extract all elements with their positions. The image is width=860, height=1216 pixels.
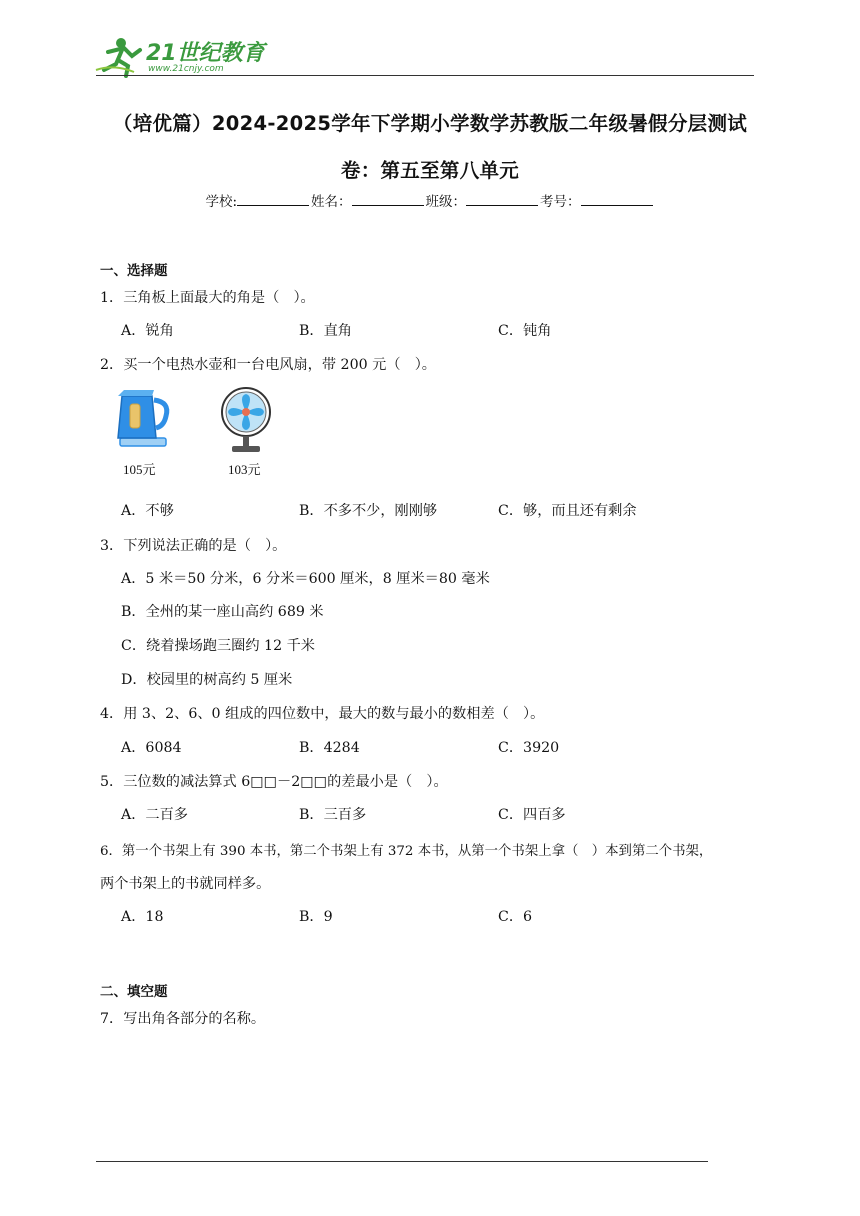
fan-image: [218, 386, 274, 454]
student-info: [0, 190, 860, 210]
logo-brand: 21世纪教育: [146, 41, 265, 66]
logo-url: www.21cnjy.com: [148, 64, 224, 74]
question-5: 5．三位数的减法算式 6□□－2□□的差最小是（ ）。: [100, 774, 448, 790]
q5-option-b[interactable]: B．三百多: [299, 807, 367, 823]
q5-option-c[interactable]: C．四百多: [498, 807, 566, 823]
q2-option-a[interactable]: A．不够: [121, 503, 174, 519]
exam-no-label: 考号：: [540, 194, 581, 210]
q6-option-b[interactable]: B．9: [299, 909, 333, 925]
section-choice-heading: 一、选择题: [100, 263, 168, 279]
kettle-icon: [110, 386, 174, 450]
name-blank[interactable]: [352, 193, 424, 206]
q2-option-b[interactable]: B．不多不少，刚刚够: [299, 503, 438, 519]
question-4: 4．用 3、2、6、0 组成的四位数中，最大的数与最小的数相差（ ）。: [100, 706, 545, 722]
q1-option-a[interactable]: A．锐角: [121, 323, 174, 339]
footer-rule: [96, 1161, 708, 1162]
q3-option-b[interactable]: B．全州的某一座山高约 689 米: [121, 604, 324, 620]
q3-option-c[interactable]: C．绕着操场跑三圈约 12 千米: [121, 638, 315, 654]
school-blank[interactable]: [237, 193, 309, 206]
question-7: 7．写出角各部分的名称。: [100, 1011, 266, 1027]
logo: [94, 36, 264, 80]
question-6-line2: 两个书架上的书就同样多。: [100, 876, 271, 892]
page-title-line1: （培优篇）2024-2025学年下学期小学数学苏教版二年级暑假分层测试: [112, 112, 748, 135]
question-3: 3．下列说法正确的是（ ）。: [100, 538, 287, 554]
question-6-line1: 6．第一个书架上有 390 本书，第二个书架上有 372 本书，从第一个书架上拿（ ）本到第二个书架，: [100, 844, 713, 859]
class-blank[interactable]: [466, 193, 538, 206]
page-title-line2: 卷：第五至第八单元: [340, 159, 520, 182]
name-label: 姓名：: [311, 194, 352, 210]
fan-price: 103元: [228, 462, 261, 477]
class-label: 班级：: [425, 194, 467, 210]
school-label: 学校:: [205, 194, 238, 210]
q4-option-a[interactable]: A．6084: [121, 740, 182, 756]
question-1: 1．三角板上面最大的角是（ ）。: [100, 290, 315, 306]
q3-option-d[interactable]: D．校园里的树高约 5 厘米: [121, 672, 293, 688]
q4-option-c[interactable]: C．3920: [498, 740, 560, 756]
q1-option-c[interactable]: C．钝角: [498, 323, 552, 339]
header-rule: [96, 75, 754, 76]
q5-option-a[interactable]: A．二百多: [121, 807, 188, 823]
q4-option-b[interactable]: B．4284: [299, 740, 360, 756]
section-fill-heading: 二、填空题: [100, 984, 168, 1000]
electric-fan-icon: [218, 386, 274, 454]
q6-option-c[interactable]: C．6: [498, 909, 533, 925]
exam-no-blank[interactable]: [581, 193, 653, 206]
q6-option-a[interactable]: A．18: [121, 909, 164, 925]
kettle-price: 105元: [123, 462, 156, 477]
q2-option-c[interactable]: C．够，而且还有剩余: [498, 503, 637, 519]
q3-option-a[interactable]: A．5 米＝50 分米，6 分米＝600 厘米，8 厘米＝80 毫米: [121, 571, 490, 587]
q1-option-b[interactable]: B．直角: [299, 323, 352, 339]
kettle-image: [110, 386, 174, 450]
question-2: 2．买一个电热水壶和一台电风扇，带 200 元（ ）。: [100, 357, 436, 373]
